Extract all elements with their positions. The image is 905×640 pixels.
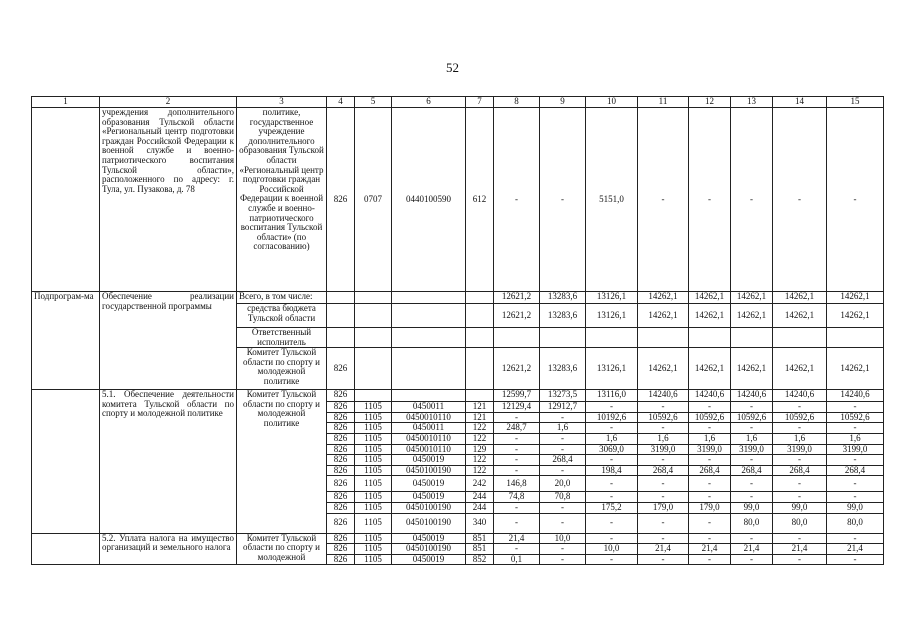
cell: - [689, 492, 731, 503]
cell: - [638, 513, 689, 533]
cell: 0450100190 [392, 465, 466, 476]
cell: - [494, 108, 540, 292]
cell: - [773, 533, 827, 544]
cell [773, 328, 827, 348]
cell [32, 390, 100, 533]
cell: 3199,0 [689, 444, 731, 455]
cell [355, 292, 392, 304]
cell: - [773, 423, 827, 434]
cell [494, 328, 540, 348]
cell: 13126,1 [586, 348, 638, 390]
cell: 21,4 [638, 544, 689, 555]
cell: 826 [327, 348, 355, 390]
column-header: 4 [327, 97, 355, 108]
cell: 14240,6 [731, 390, 773, 402]
cell: - [540, 544, 586, 555]
column-header: 7 [466, 97, 494, 108]
cell: - [540, 444, 586, 455]
cell: 12621,2 [494, 348, 540, 390]
cell: - [731, 402, 773, 413]
cell [638, 328, 689, 348]
table-row [32, 533, 884, 544]
cell: - [494, 513, 540, 533]
cell: - [827, 533, 884, 544]
cell: 1105 [355, 513, 392, 533]
cell: 268,4 [689, 465, 731, 476]
cell: 14262,1 [731, 292, 773, 304]
cell: - [494, 444, 540, 455]
cell: 1105 [355, 433, 392, 444]
cell: - [731, 492, 773, 503]
cell: - [540, 513, 586, 533]
cell [466, 304, 494, 328]
cell: 21,4 [731, 544, 773, 555]
cell: 268,4 [638, 465, 689, 476]
cell: - [689, 533, 731, 544]
column-header: 9 [540, 97, 586, 108]
cell: 826 [327, 544, 355, 555]
cell: 0450010110 [392, 412, 466, 423]
cell: 0450019 [392, 533, 466, 544]
cell: 1105 [355, 465, 392, 476]
cell: 13126,1 [586, 292, 638, 304]
cell: - [540, 554, 586, 565]
cell: 14262,1 [638, 292, 689, 304]
cell: - [731, 423, 773, 434]
column-header: 10 [586, 97, 638, 108]
cell: 826 [327, 554, 355, 565]
cell [355, 304, 392, 328]
cell [466, 292, 494, 304]
cell [827, 328, 884, 348]
cell: 14240,6 [773, 390, 827, 402]
cell: - [494, 502, 540, 513]
cell: 99,0 [731, 502, 773, 513]
page-number: 52 [446, 60, 459, 75]
cell: - [540, 412, 586, 423]
cell: - [638, 554, 689, 565]
cell: 121 [466, 402, 494, 413]
cell: 0,1 [494, 554, 540, 565]
cell [392, 328, 466, 348]
cell: 80,0 [827, 513, 884, 533]
program-finance-table [31, 96, 884, 565]
column-header: 5 [355, 97, 392, 108]
cell: - [638, 492, 689, 503]
cell: 826 [327, 465, 355, 476]
cell: 198,4 [586, 465, 638, 476]
cell: 244 [466, 502, 494, 513]
cell: - [689, 513, 731, 533]
measure-name: 5.1. Обеспечение деятельности комитета Тульской области по спорту и молодежной политике [100, 390, 237, 533]
column-header: 2 [100, 97, 237, 108]
cell [32, 533, 100, 565]
cell: - [773, 402, 827, 413]
cell: - [773, 455, 827, 466]
cell: 14262,1 [773, 348, 827, 390]
table-row [32, 390, 884, 402]
cell: - [494, 465, 540, 476]
cell: 612 [466, 108, 494, 292]
cell: 14262,1 [827, 292, 884, 304]
cell: 826 [327, 533, 355, 544]
executor-name: Комитет Тульской области по спорту и молодежной [237, 533, 327, 565]
cell: 122 [466, 433, 494, 444]
cell: - [773, 108, 827, 292]
header-row [32, 97, 884, 108]
cell: 21,4 [494, 533, 540, 544]
cell: - [689, 476, 731, 492]
cell: 14262,1 [773, 304, 827, 328]
cell: - [540, 433, 586, 444]
cell: - [586, 533, 638, 544]
cell: - [586, 513, 638, 533]
cell: 13283,6 [540, 348, 586, 390]
cell: 13116,0 [586, 390, 638, 402]
cell: 14262,1 [773, 292, 827, 304]
table-row [32, 292, 884, 304]
cell [327, 292, 355, 304]
cell: 13126,1 [586, 304, 638, 328]
cell: Всего, в том числе: [237, 292, 327, 304]
cell: - [586, 492, 638, 503]
cell: 0450019 [392, 476, 466, 492]
cell: 1105 [355, 544, 392, 555]
cell: 248,7 [494, 423, 540, 434]
cell [355, 390, 392, 402]
cell: 852 [466, 554, 494, 565]
cell: - [494, 412, 540, 423]
cell: - [773, 554, 827, 565]
cell: - [586, 554, 638, 565]
cell: - [827, 402, 884, 413]
cell: 268,4 [731, 465, 773, 476]
cell: - [586, 423, 638, 434]
cell: 122 [466, 455, 494, 466]
column-header: 14 [773, 97, 827, 108]
cell: 20,0 [540, 476, 586, 492]
column-header: 15 [827, 97, 884, 108]
cell: 70,8 [540, 492, 586, 503]
executor-name: Комитет Тульской области по спорту и молодежной политике [237, 390, 327, 533]
cell: 12621,2 [494, 292, 540, 304]
cell: 0440100590 [392, 108, 466, 292]
cell [392, 390, 466, 402]
cell: 826 [327, 402, 355, 413]
cell: 0450011 [392, 423, 466, 434]
cell: 0450019 [392, 455, 466, 466]
measure-name: 5.2. Уплата налога на имущество организаций и земельного налога [100, 533, 237, 565]
cell: 1105 [355, 412, 392, 423]
cell: 826 [327, 433, 355, 444]
cell: 3199,0 [773, 444, 827, 455]
cell [731, 328, 773, 348]
cell: 1105 [355, 554, 392, 565]
cell: 1,6 [731, 433, 773, 444]
cell: 1,6 [586, 433, 638, 444]
cell: 3199,0 [638, 444, 689, 455]
table-row [32, 108, 884, 292]
cell: - [827, 476, 884, 492]
cell: - [689, 554, 731, 565]
cell: 1,6 [638, 433, 689, 444]
cell: 12912,7 [540, 402, 586, 413]
cell: - [731, 476, 773, 492]
cell: 74,8 [494, 492, 540, 503]
cell: 268,4 [773, 465, 827, 476]
cell: 12621,2 [494, 304, 540, 328]
cell: 14240,6 [689, 390, 731, 402]
cell: 826 [327, 455, 355, 466]
cell: 99,0 [827, 502, 884, 513]
cell: - [827, 492, 884, 503]
cell [586, 328, 638, 348]
cell: 13273,5 [540, 390, 586, 402]
cell: - [638, 455, 689, 466]
cell [327, 304, 355, 328]
cell: 826 [327, 108, 355, 292]
cell: - [773, 476, 827, 492]
cell [540, 328, 586, 348]
cell: 14262,1 [731, 304, 773, 328]
cell: 1105 [355, 533, 392, 544]
cell: - [689, 455, 731, 466]
cell: 3069,0 [586, 444, 638, 455]
cell: 14262,1 [638, 348, 689, 390]
cell [466, 328, 494, 348]
cell [466, 348, 494, 390]
cell: 14262,1 [689, 304, 731, 328]
cell: 21,4 [773, 544, 827, 555]
cell: 179,0 [638, 502, 689, 513]
cell: - [731, 455, 773, 466]
cell: 0707 [355, 108, 392, 292]
cell: - [827, 108, 884, 292]
cell: 826 [327, 412, 355, 423]
cell: 14240,6 [638, 390, 689, 402]
column-header: 8 [494, 97, 540, 108]
cell [32, 108, 100, 292]
cell: 121 [466, 412, 494, 423]
cell: 0450011 [392, 402, 466, 413]
cell: - [827, 455, 884, 466]
cell: 3199,0 [827, 444, 884, 455]
cell: 1,6 [827, 433, 884, 444]
cell: 268,4 [540, 455, 586, 466]
cell: 10592,6 [638, 412, 689, 423]
cell [392, 348, 466, 390]
cell: 10592,6 [731, 412, 773, 423]
subprogram-label: Подпрограм-ма [32, 292, 100, 390]
column-header: 3 [237, 97, 327, 108]
cell: - [773, 492, 827, 503]
cell: 1105 [355, 402, 392, 413]
cell: 826 [327, 492, 355, 503]
cell [466, 390, 494, 402]
cell [327, 328, 355, 348]
cell: 826 [327, 502, 355, 513]
cell: 0450010110 [392, 433, 466, 444]
cell: 826 [327, 444, 355, 455]
cell: - [731, 108, 773, 292]
cell: - [827, 554, 884, 565]
cell: - [638, 423, 689, 434]
cell: 851 [466, 544, 494, 555]
cell [355, 348, 392, 390]
cell: 14262,1 [689, 348, 731, 390]
cell: 1105 [355, 476, 392, 492]
cell: 146,8 [494, 476, 540, 492]
cell: 244 [466, 492, 494, 503]
cell: - [689, 402, 731, 413]
cell: 13283,6 [540, 292, 586, 304]
cell: - [540, 108, 586, 292]
cell [689, 328, 731, 348]
cell: 80,0 [731, 513, 773, 533]
cell: 1,6 [540, 423, 586, 434]
cell [392, 292, 466, 304]
cell: 0450100190 [392, 544, 466, 555]
cell: - [638, 108, 689, 292]
cell: 3199,0 [731, 444, 773, 455]
cell: 10,0 [540, 533, 586, 544]
cell: - [689, 108, 731, 292]
cell: 14262,1 [827, 348, 884, 390]
cell: - [638, 402, 689, 413]
column-header: 13 [731, 97, 773, 108]
cell: 851 [466, 533, 494, 544]
cell: 0450019 [392, 492, 466, 503]
column-header: 12 [689, 97, 731, 108]
cell: 129 [466, 444, 494, 455]
cell [392, 304, 466, 328]
cell: 0450100190 [392, 513, 466, 533]
cell: 14262,1 [827, 304, 884, 328]
cell: 1,6 [689, 433, 731, 444]
cell: 340 [466, 513, 494, 533]
cell: - [540, 502, 586, 513]
cell: 1105 [355, 492, 392, 503]
cell: 1105 [355, 455, 392, 466]
cell: 826 [327, 423, 355, 434]
cell: - [638, 476, 689, 492]
cell: 13283,6 [540, 304, 586, 328]
cell: 10592,6 [773, 412, 827, 423]
cell: 10592,6 [689, 412, 731, 423]
cell: 21,4 [827, 544, 884, 555]
cell: 122 [466, 465, 494, 476]
cell: 268,4 [827, 465, 884, 476]
cell: - [586, 402, 638, 413]
cell: 826 [327, 476, 355, 492]
institution-name: учреждения дополнительного образования Тульской области «Региональный центр подготовки граждан Российской Федерации к военной службе и военно-патриотического воспитания Тульской области», расположенного по адресу: г. Тула, ул. Пузакова, д. 78 [100, 108, 237, 292]
cell: - [494, 544, 540, 555]
cell: 12129,4 [494, 402, 540, 413]
column-header: 6 [392, 97, 466, 108]
cell: 14262,1 [638, 304, 689, 328]
cell: 1105 [355, 502, 392, 513]
cell: - [586, 476, 638, 492]
cell: 14262,1 [689, 292, 731, 304]
cell: - [638, 533, 689, 544]
cell: 10592,6 [827, 412, 884, 423]
cell: - [731, 533, 773, 544]
cell: 0450100190 [392, 502, 466, 513]
cell: 80,0 [773, 513, 827, 533]
cell: 122 [466, 423, 494, 434]
column-header: 11 [638, 97, 689, 108]
cell: 242 [466, 476, 494, 492]
cell: - [689, 423, 731, 434]
cell: 10192,6 [586, 412, 638, 423]
executor-name: политике, государственное учреждение дополнительного образования Тульской области «Региональный центр подготовки граждан Российской Федерации к военной службе и военно-патриотического воспитания Тульской области» (по согласованию) [237, 108, 327, 292]
cell: 0450019 [392, 554, 466, 565]
cell: - [494, 455, 540, 466]
cell: Комитет Тульской области по спорту и молодежной политике [237, 348, 327, 390]
cell: - [731, 554, 773, 565]
cell: 1105 [355, 444, 392, 455]
cell: 12599,7 [494, 390, 540, 402]
cell: 179,0 [689, 502, 731, 513]
cell: 21,4 [689, 544, 731, 555]
cell: 10,0 [586, 544, 638, 555]
cell: 175,2 [586, 502, 638, 513]
cell: средства бюджета Тульской области [237, 304, 327, 328]
cell: 826 [327, 513, 355, 533]
cell: 99,0 [773, 502, 827, 513]
column-header: 1 [32, 97, 100, 108]
cell: Ответственный исполнитель [237, 328, 327, 348]
cell: 1,6 [773, 433, 827, 444]
cell: 14240,6 [827, 390, 884, 402]
cell: 826 [327, 390, 355, 402]
subprogram-name: Обеспечение реализации государственной программы [100, 292, 237, 390]
cell: - [586, 455, 638, 466]
cell: 1105 [355, 423, 392, 434]
cell: 5151,0 [586, 108, 638, 292]
cell: - [827, 423, 884, 434]
cell: - [494, 433, 540, 444]
cell [355, 328, 392, 348]
cell: - [540, 465, 586, 476]
cell: 0450010110 [392, 444, 466, 455]
cell: 14262,1 [731, 348, 773, 390]
